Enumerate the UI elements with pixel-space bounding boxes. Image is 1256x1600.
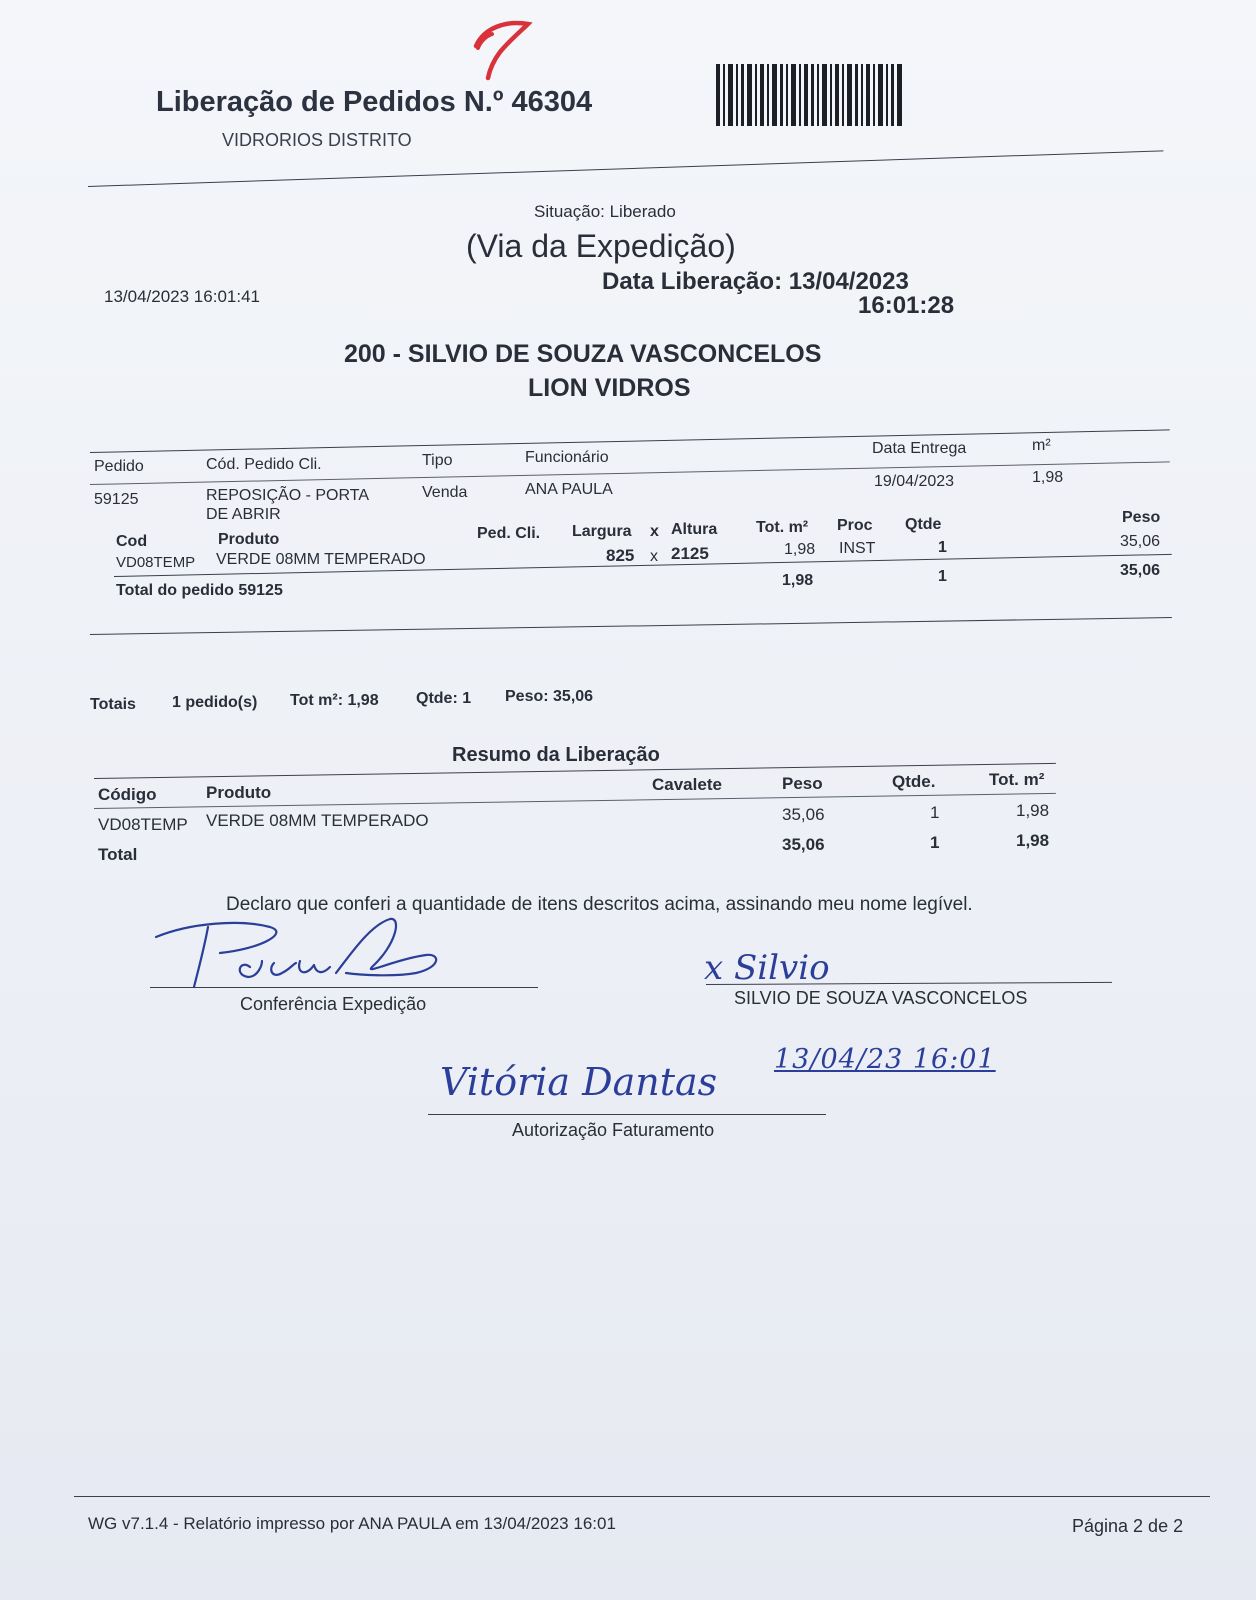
order-pedido: 59125 <box>94 491 139 508</box>
summary-title: Resumo da Liberação <box>452 744 660 766</box>
client-name: 200 - SILVIO DE SOUZA VASCONCELOS <box>344 340 822 368</box>
order-funcionario: ANA PAULA <box>525 481 613 498</box>
item-col-altura: Altura <box>671 521 718 538</box>
item-col-x: x <box>650 523 659 540</box>
totals-label: Totais <box>90 696 136 713</box>
conferencia-signature <box>150 915 460 995</box>
item-col-tot-m2: Tot. m² <box>756 519 809 536</box>
order-total-m2: 1,98 <box>782 572 814 589</box>
summary-total-tot-m2: 1,98 <box>1016 831 1050 850</box>
col-m2: m² <box>1032 437 1051 454</box>
order-table-top-rule <box>90 429 1170 453</box>
item-largura: 825 <box>606 546 635 565</box>
order-total-qtde: 1 <box>938 568 947 585</box>
red-handwritten-mark <box>470 12 540 82</box>
order-data-entrega: 19/04/2023 <box>874 473 955 490</box>
item-produto: VERDE 08MM TEMPERADO <box>216 551 426 568</box>
summary-col-peso: Peso <box>782 774 823 793</box>
summary-row-tot-m2: 1,98 <box>1016 801 1050 820</box>
company-name: VIDRORIOS DISTRITO <box>222 130 412 150</box>
col-funcionario: Funcionário <box>525 449 609 466</box>
autorizacao-signature: Vitória Dantas <box>440 1060 718 1104</box>
header-divider <box>88 150 1163 187</box>
situation-label: Situação: Liberado <box>534 202 676 221</box>
order-table-bottom-rule <box>90 617 1172 635</box>
copy-label: (Via da Expedição) <box>466 228 736 264</box>
totals-tot-m2: Tot m²: 1,98 <box>290 692 379 709</box>
item-col-cod: Cod <box>116 533 148 550</box>
item-peso: 35,06 <box>1120 533 1161 550</box>
item-col-proc: Proc <box>837 517 873 534</box>
client-company: LION VIDROS <box>528 374 691 402</box>
handwritten-datetime: 13/04/23 16:01 <box>774 1044 996 1075</box>
item-cod: VD08TEMP <box>116 554 196 571</box>
item-x: x <box>650 548 658 565</box>
item-altura: 2125 <box>671 544 709 563</box>
footer-rule <box>74 1496 1210 1497</box>
order-cod-line2: DE ABRIR <box>206 506 281 523</box>
footer-left: WG v7.1.4 - Relatório impresso por ANA PAULA em 13/04/2023 16:01 <box>88 1514 616 1533</box>
summary-col-qtde: Qtde. <box>892 772 936 791</box>
conferencia-label: Conferência Expedição <box>240 994 427 1014</box>
summary-col-cavalete: Cavalete <box>652 775 722 794</box>
order-m2: 1,98 <box>1032 469 1064 486</box>
order-total-peso: 35,06 <box>1120 562 1161 579</box>
order-total-label: Total do pedido 59125 <box>116 582 283 599</box>
summary-col-codigo: Código <box>98 785 157 804</box>
item-col-qtde: Qtde <box>905 516 942 533</box>
summary-row-qtde: 1 <box>930 803 940 822</box>
barcode-icon <box>716 64 906 126</box>
conferencia-line <box>150 987 538 988</box>
declaration-text: Declaro que conferi a quantidade de itens descritos acima, assinando meu nome legível. <box>226 894 973 915</box>
summary-total-peso: 35,06 <box>782 835 825 854</box>
col-tipo: Tipo <box>422 452 453 469</box>
totals-pedidos: 1 pedido(s) <box>172 694 258 711</box>
item-col-largura: Largura <box>572 523 632 540</box>
item-col-produto: Produto <box>218 531 280 548</box>
order-tipo: Venda <box>422 484 468 501</box>
totals-peso: Peso: 35,06 <box>505 688 594 705</box>
summary-total-label: Total <box>98 845 138 864</box>
item-tot-m2: 1,98 <box>784 541 816 558</box>
autorizacao-line <box>428 1114 826 1115</box>
summary-total-qtde: 1 <box>930 833 940 852</box>
release-date: Data Liberação: 13/04/2023 <box>602 268 909 295</box>
release-time: 16:01:28 <box>858 292 955 319</box>
item-qtde: 1 <box>938 539 947 556</box>
col-data-entrega: Data Entrega <box>872 440 967 457</box>
summary-row-peso: 35,06 <box>782 805 825 824</box>
summary-row-codigo: VD08TEMP <box>98 815 188 834</box>
item-col-peso: Peso <box>1122 509 1161 526</box>
autorizacao-label: Autorização Faturamento <box>512 1120 715 1140</box>
col-pedido: Pedido <box>94 458 144 475</box>
summary-col-produto: Produto <box>206 783 272 802</box>
summary-col-tot-m2: Tot. m² <box>989 770 1045 789</box>
totals-qtde: Qtde: 1 <box>416 690 472 707</box>
client-signature: x Silvio <box>704 948 830 988</box>
summary-row-produto: VERDE 08MM TEMPERADO <box>206 811 429 830</box>
item-proc: INST <box>839 540 876 557</box>
footer-page-number: Página 2 de 2 <box>1072 1516 1184 1536</box>
client-signature-label: SILVIO DE SOUZA VASCONCELOS <box>734 988 1028 1008</box>
item-col-ped-cli: Ped. Cli. <box>477 525 541 542</box>
col-cod-pedido-cli: Cód. Pedido Cli. <box>206 456 322 473</box>
document-title: Liberação de Pedidos N.º 46304 <box>156 86 593 118</box>
print-timestamp: 13/04/2023 16:01:41 <box>104 287 260 306</box>
order-cod-line1: REPOSIÇÃO - PORTA <box>206 487 369 504</box>
